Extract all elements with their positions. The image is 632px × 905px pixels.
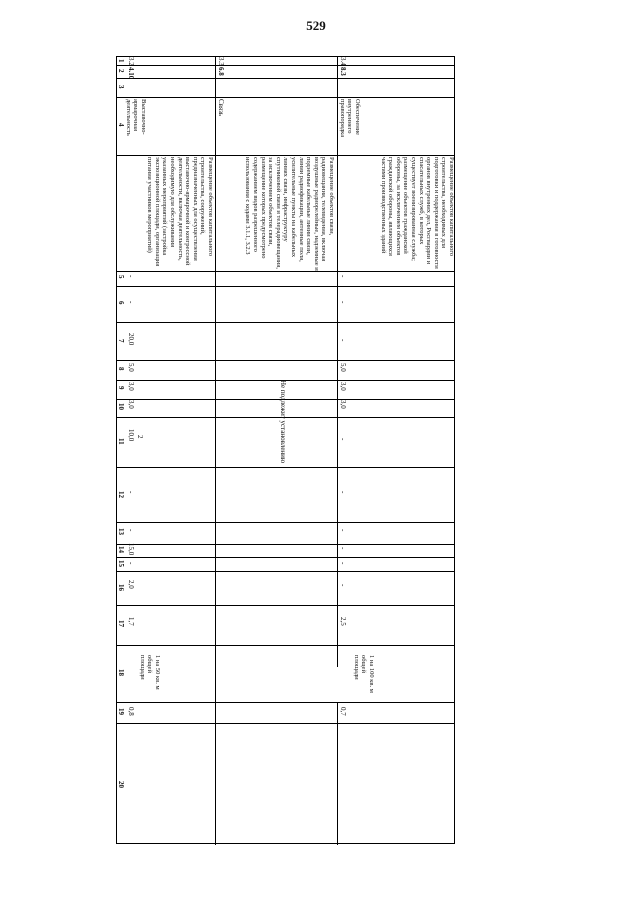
- header-cell-6: 6: [117, 301, 125, 305]
- row1-cell-13: -: [127, 529, 135, 532]
- row3-cell-1: 3.4: [339, 57, 347, 66]
- header-cell-19: 19: [117, 708, 125, 715]
- row3-cell-13: -: [339, 529, 347, 532]
- row3-cell-8: 5,0: [339, 363, 347, 372]
- row1-cell-7: 20,0: [127, 333, 135, 346]
- row1-cell-6: -: [127, 301, 135, 304]
- col-divider: [117, 645, 454, 646]
- header-cell-9: 9: [117, 386, 125, 390]
- row1-cell-4: Размещение объектов капитального строительства, сооружений, предназначенных для осуществления выставочно-ярмарочной и конгрессной деятельности, включая деятельность, необходимую для обслуживания указанных мероприятий (застройка экспозиционной площади, организация питания участников мероприятий): [146, 157, 214, 267]
- row1-cell-17: 1,7: [127, 617, 135, 626]
- row2-cell-3: Связь: [217, 99, 225, 117]
- header-cell-11: 11: [117, 438, 125, 445]
- row-divider: [337, 702, 338, 845]
- header-cell-2: 2: [117, 69, 125, 73]
- header-cell-13: 13: [117, 528, 125, 535]
- row3-cell-16: -: [339, 584, 347, 587]
- row3-cell-3: Обеспечение внутреннего правопорядка: [338, 99, 361, 138]
- header-cell-17: 17: [117, 620, 125, 627]
- row3-cell-5: -: [339, 275, 347, 278]
- row3-cell-12: -: [339, 491, 347, 494]
- row1-cell-1: 3.2: [127, 57, 135, 66]
- col-divider: [117, 723, 454, 724]
- row1-cell-12: -: [127, 491, 135, 494]
- col-divider: [117, 557, 454, 558]
- row1-cell-14: 15,0: [127, 543, 135, 556]
- row1-cell-18: 1 на 50 кв. м общей площади: [138, 655, 161, 690]
- row1-cell-5: -: [127, 275, 135, 278]
- row3-cell-19: 0,7: [339, 707, 347, 716]
- land-use-table: [116, 56, 455, 844]
- row2-cell-4: Размещение объектов связи, радиовещания, телевидения, включая воздушные радиорелейные, надземные и подземные кабельные линии связи, линии радиофикации, антенные поля, усилительные пункты на кабельных линиях связи, инфраструктуру спутниковой связи и телерадиовещания, за исключением объектов связи, размещение которых предусмотрено содержанием видов разрешенного использования с кодами 3.1.1, 3.2.3: [244, 157, 335, 271]
- header-cell-14: 14: [117, 546, 125, 553]
- row3-cell-15: -: [339, 562, 347, 565]
- header-cell-15: 15: [117, 560, 125, 567]
- col-divider: [117, 271, 454, 272]
- header-cell-12: 12: [117, 491, 125, 498]
- col-divider: [117, 286, 454, 287]
- row3-cell-11: -: [339, 438, 347, 441]
- header-cell-20: 20: [117, 781, 125, 788]
- header-cell-16: 16: [117, 584, 125, 591]
- header-cell-18: 18: [117, 669, 125, 676]
- col-divider: [117, 78, 454, 79]
- col-divider: [117, 605, 454, 606]
- row1-cell-19: 0,8: [127, 707, 135, 716]
- row1-cell-16: 2,0: [127, 580, 135, 589]
- row3-cell-6: -: [339, 301, 347, 304]
- col-divider: [117, 522, 454, 523]
- row3-cell-18: 1 на 100 кв. м общей площади: [352, 655, 375, 693]
- header-cell-4: 4: [117, 123, 125, 127]
- col-divider: [117, 97, 454, 98]
- row3-cell-4: Размещение объектов капитального строительства, необходимых для подготовки и поддержания в готовности органов внутренних дел, Росгвардии и спасательных служб, в которых существует военизированная служба; размещение объектов гражданской обороны, за исключением объектов гражданской обороны, являющихся частями производственных зданий: [379, 157, 455, 269]
- row3-cell-2: 8.3: [339, 67, 347, 76]
- row-divider: [215, 57, 216, 845]
- row1-cell-2: 4.10: [127, 67, 135, 80]
- row1-cell-10: 3,0: [127, 400, 135, 409]
- row2-cell-1: 3.3: [217, 57, 225, 66]
- row3-cell-10: 3,0: [339, 400, 347, 409]
- header-cell-1: 1: [117, 59, 125, 63]
- row1-cell-11b: 2: [136, 435, 144, 439]
- row1-cell-8: 5,0: [127, 363, 135, 372]
- row3-cell-7: -: [339, 339, 347, 342]
- col-divider: [117, 360, 454, 361]
- col-divider: [117, 702, 454, 703]
- row1-cell-11: 10,0: [127, 429, 135, 442]
- header-cell-3: 3: [117, 85, 125, 89]
- row3-cell-17: 2,5: [339, 617, 347, 626]
- row1-cell-15: -: [127, 562, 135, 565]
- col-divider: [117, 544, 454, 545]
- header-cell-5: 5: [117, 275, 125, 279]
- row3-cell-9: 3,0: [339, 382, 347, 391]
- header-cell-8: 8: [117, 367, 125, 371]
- header-divider: [117, 65, 454, 66]
- row2-cell-2: 6.8: [217, 67, 225, 76]
- col-divider: [117, 155, 454, 156]
- col-divider: [117, 467, 454, 468]
- row2-merged-note: Не подлежит установлению: [279, 380, 287, 464]
- header-cell-10: 10: [117, 403, 125, 410]
- row1-cell-9: 3,0: [127, 382, 135, 391]
- header-cell-7: 7: [117, 339, 125, 343]
- row3-cell-14: -: [339, 547, 347, 550]
- page-number: 529: [306, 18, 326, 33]
- col-divider: [117, 571, 454, 572]
- col-divider: [117, 322, 454, 323]
- row1-cell-3: Выставочно-ярмарочная деятельность: [124, 99, 147, 136]
